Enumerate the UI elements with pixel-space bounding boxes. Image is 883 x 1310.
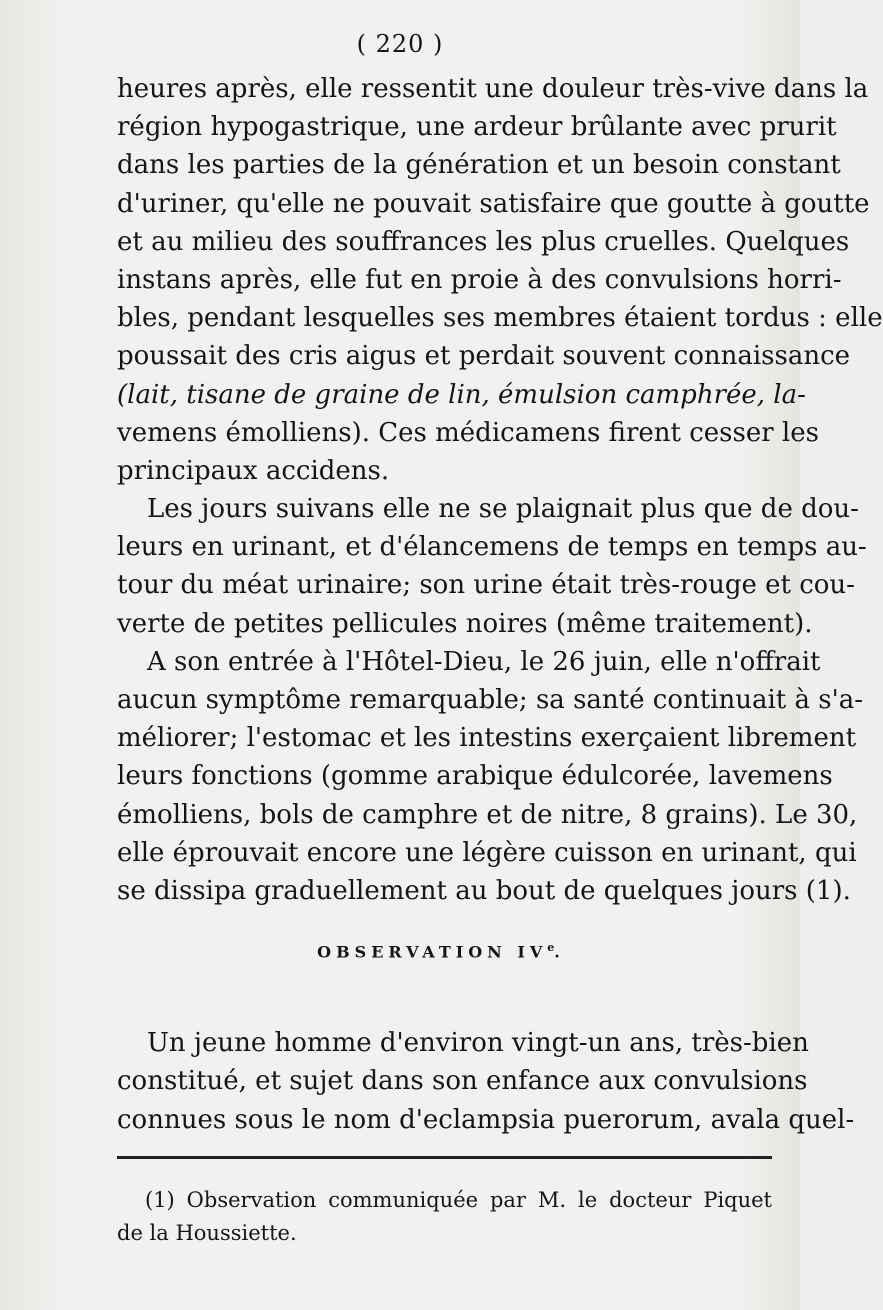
text-line: tour du méat urinaire; son urine était très-rouge et cou- [117,570,855,601]
text-line: méliorer; l'estomac et les intestins exerçaient librement [117,723,857,754]
text-line: (lait, tisane de graine de lin, émulsion camphrée, la- [117,379,806,410]
heading-text: OBSERVATION IV [317,942,548,962]
paragraph-2 [117,490,867,643]
text-line: émolliens, bols de camphre et de nitre, 8 grains). Le 30, [117,799,858,830]
section-heading [117,910,765,986]
text-line: leurs fonctions (gomme arabique édulcorée, lavemens [117,761,833,792]
main-text [117,70,883,1139]
footnote-line: de la Houssiette. [117,1221,297,1245]
spacer [117,986,765,1024]
text-line: aucun symptôme remarquable; sa santé continuait à s'a- [117,685,864,715]
footnote-rule [117,1156,772,1159]
text-line: dans les parties de la génération et un besoin constant [117,150,841,181]
text-line: vemens émolliens). Ces médicamens firent cesser les [117,417,819,448]
text-line: heures après, elle ressentit une douleur très-vive dans la [117,74,869,104]
text-line: constitué, et sujet dans son enfance aux convulsions [117,1066,808,1097]
text-line: principaux accidens. [117,455,390,486]
footnote [117,1184,772,1250]
text-line: d'uriner, qu'elle ne pouvait satisfaire que goutte à goutte [117,188,870,219]
page-number: ( 220 ) [356,30,444,58]
paragraph-4 [117,1024,855,1139]
text-line: elle éprouvait encore une légère cuisson en urinant, qui [117,837,857,868]
text-line: Un jeune homme d'environ vingt-un ans, très-bien [147,1028,809,1059]
footnote-line: (1) Observation communiquée par M. le docteur Piquet [145,1188,772,1212]
text-line: se dissipa graduellement au bout de quelques jours (1). [117,875,851,906]
heading-period: . [554,942,565,962]
text-line: verte de petites pellicules noires (même traitement). [117,608,813,639]
text-line: instans après, elle fut en proie à des convulsions horri- [117,264,842,295]
text-line: et au milieu des souffrances les plus cruelles. Quelques [117,226,850,257]
text-line: connues sous le nom d'eclampsia puerorum, avala quel- [117,1104,855,1135]
heading-superscript: e [547,941,555,955]
text-line: leurs en urinant, et d'élancemens de temps en temps au- [117,532,867,563]
text-line: région hypogastrique, une ardeur brûlante avec prurit [117,112,837,143]
text-line: bles, pendant lesquelles ses membres étaient tordus : elle [117,303,883,334]
text-line: A son entrée à l'Hôtel-Dieu, le 26 juin, elle n'offrait [147,646,821,677]
text-line: Les jours suivans elle ne se plaignait plus que de dou- [147,494,859,525]
paragraph-1 [117,70,883,490]
paragraph-3 [117,643,864,910]
text-line: poussait des cris aigus et perdait souvent connaissance [117,341,851,372]
